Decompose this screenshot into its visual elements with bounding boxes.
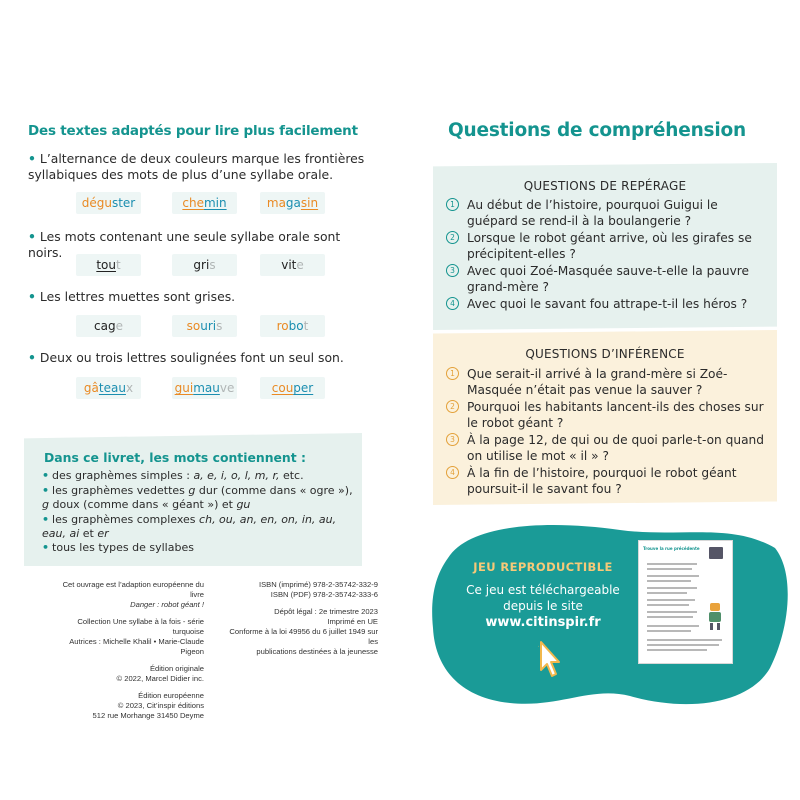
syllable: che xyxy=(182,196,204,210)
syllable: bo xyxy=(288,319,304,333)
credit-line: © 2022, Marcel Didier inc. xyxy=(116,674,204,683)
question-number-icon: 2 xyxy=(446,231,459,244)
info-box-title: Dans ce livret, les mots contiennent : xyxy=(44,450,306,465)
credit-line: Imprimé en UE xyxy=(327,617,378,626)
question-number-icon: 3 xyxy=(446,264,459,277)
credit-line: Autrices : Michelle Khalil • Marie-Claude Pigeon xyxy=(69,637,204,656)
promo-line1: Ce jeu est téléchargeable xyxy=(466,583,620,597)
example-words-row xyxy=(76,377,336,399)
bullet-icon: • xyxy=(42,541,50,554)
credit-line: 512 rue Morhange 31450 Deyme xyxy=(92,711,204,720)
syllable: gri xyxy=(193,258,210,272)
credit-line: ISBN (PDF) 978-2-35742-333-6 xyxy=(270,590,378,599)
reproducible-sheet-thumbnail xyxy=(638,540,733,664)
syllable: vit xyxy=(281,258,297,272)
syllable: ma xyxy=(266,196,286,210)
rule-text: Les mots contenant une seule syllabe orale sont noirs. xyxy=(28,229,341,260)
bullet-icon: • xyxy=(42,484,50,497)
inference-title: QUESTIONS D’INFÉRENCE xyxy=(525,347,685,361)
bullet-icon: • xyxy=(42,513,50,526)
syllable: s xyxy=(216,319,223,333)
credits-left xyxy=(62,580,204,721)
syllable: e xyxy=(115,319,123,333)
question-number-icon: 1 xyxy=(446,198,459,211)
syllable: ve xyxy=(219,381,235,395)
info-item xyxy=(42,541,357,555)
syllable: gui xyxy=(174,381,194,395)
credit-line: Édition originale xyxy=(149,664,204,673)
bullet-icon: • xyxy=(28,229,36,244)
syllable: min xyxy=(203,196,227,210)
syllable: cou xyxy=(271,381,294,395)
rule-text: Deux ou trois lettres soulignées font un seul son. xyxy=(39,350,344,365)
question-text: À la fin de l’histoire, pourquoi le robot géant poursuit-il le savant fou ? xyxy=(467,466,737,496)
question-text: Au début de l’histoire, pourquoi Guigui le guépard se rend-il à la boulangerie ? xyxy=(467,198,718,228)
info-text: tous les types de syllabes xyxy=(52,541,194,554)
example-word xyxy=(260,377,325,399)
syllable: ro xyxy=(276,319,289,333)
question-text: Avec quoi Zoé-Masquée sauve-t-elle la pauvre grand-mère ? xyxy=(467,264,750,294)
info-text: des graphèmes simples : xyxy=(52,469,194,482)
example-word xyxy=(76,254,141,276)
syllable: per xyxy=(293,381,314,395)
syllable: mau xyxy=(193,381,220,395)
info-text: doux (comme dans « géant ») et xyxy=(48,498,237,511)
syllable: gâ xyxy=(83,381,99,395)
example-word xyxy=(172,254,237,276)
example-words-row xyxy=(76,315,336,337)
info-text: etc. xyxy=(279,469,304,482)
mini-sheet-image xyxy=(709,547,723,559)
credit-line: © 2023, Cit’inspir éditions xyxy=(117,701,204,710)
rule-4 xyxy=(28,350,368,366)
info-text: dur (comme dans « ogre »), xyxy=(195,484,353,497)
bullet-icon: • xyxy=(28,151,36,166)
question-text: Pourquoi les habitants lancent-ils des choses sur le robot géant ? xyxy=(467,400,764,430)
syllable: tou xyxy=(96,258,116,272)
left-section-title: Des textes adaptés pour lire plus facilement xyxy=(28,123,358,139)
question-text: Lorsque le robot géant arrive, où les girafes se précipitent-elles ? xyxy=(467,231,752,261)
info-text: et xyxy=(79,527,98,540)
info-text: g xyxy=(42,498,49,511)
syllable: sin xyxy=(300,196,319,210)
credit-line: Conforme à la loi 49956 du 6 juillet 1949 sur les xyxy=(229,627,378,646)
info-text: gu xyxy=(236,498,251,511)
info-item xyxy=(42,469,357,483)
credit-line: Danger : robot géant ! xyxy=(130,600,204,609)
question-text: Avec quoi le savant fou attrape-t-il les héros ? xyxy=(467,297,748,311)
rule-1 xyxy=(28,151,368,183)
syllable: ster xyxy=(111,196,136,210)
example-word xyxy=(172,377,237,399)
example-words-row xyxy=(76,192,336,214)
credit-line: Collection Une syllabe à la fois - série turquoise xyxy=(77,617,204,636)
example-word xyxy=(260,192,325,214)
info-item xyxy=(42,513,357,541)
example-word xyxy=(76,192,141,214)
example-word xyxy=(172,315,237,337)
syllable: so xyxy=(186,319,201,333)
pointer-cursor-icon xyxy=(538,640,564,684)
example-word xyxy=(260,254,325,276)
credit-line: Cet ouvrage est l’adaption européenne du livre xyxy=(62,580,204,599)
rule-text: Les lettres muettes sont grises. xyxy=(39,289,236,304)
question-number-icon: 4 xyxy=(446,466,459,479)
syllable: uri xyxy=(200,319,217,333)
question-number-icon: 3 xyxy=(446,433,459,446)
example-word xyxy=(172,192,237,214)
reperage-title: QUESTIONS DE REPÉRAGE xyxy=(523,179,687,193)
syllable: teau xyxy=(98,381,126,395)
syllable: s xyxy=(209,258,216,272)
right-section-title: Questions de compréhension xyxy=(448,120,746,141)
credit-line: Édition européenne xyxy=(138,691,204,700)
syllable: dégu xyxy=(81,196,112,210)
example-word xyxy=(76,377,141,399)
example-word xyxy=(76,315,141,337)
info-text: er xyxy=(97,527,109,540)
info-text: les graphèmes vedettes xyxy=(52,484,189,497)
syllable: t xyxy=(303,319,309,333)
info-text: g xyxy=(188,484,196,497)
credit-line: publications destinées à la jeunesse xyxy=(256,647,378,656)
bullet-icon: • xyxy=(42,469,50,482)
credit-line: Dépôt légal : 2e trimestre 2023 xyxy=(274,607,378,616)
robot-figure-icon xyxy=(705,601,725,631)
mini-sheet-title: Trouve la rue précédente xyxy=(643,546,700,551)
info-item xyxy=(42,484,357,512)
rule-3 xyxy=(28,289,368,305)
question-text: À la page 12, de qui ou de quoi parle-t-on quand on utilise le mot « il » ? xyxy=(467,433,765,463)
syllable: e xyxy=(296,258,304,272)
example-word xyxy=(260,315,325,337)
info-text: les graphèmes complexes xyxy=(52,513,200,526)
info-text: ch, ou, an, en, on, in, au, eau, ai xyxy=(42,513,337,540)
bullet-icon: • xyxy=(28,289,36,304)
question-number-icon: 1 xyxy=(446,367,459,380)
question-text: Que serait-il arrivé à la grand-mère si Zoé-Masquée n’était pas venue la sauver ? xyxy=(467,367,728,397)
credits-right xyxy=(228,580,378,657)
credit-line: ISBN (imprimé) 978-2-35742-332-9 xyxy=(258,580,378,589)
info-text: a, e, i, o, l, m, r, xyxy=(193,469,280,482)
example-words-row xyxy=(76,254,336,276)
syllable: ga xyxy=(285,196,301,210)
bullet-icon: • xyxy=(28,350,36,365)
promo-url-link[interactable]: www.citinspir.fr xyxy=(485,615,601,630)
question-number-icon: 4 xyxy=(446,297,459,310)
question-number-icon: 2 xyxy=(446,400,459,413)
rule-text: L’alternance de deux couleurs marque les frontières syllabiques des mots de plus d’une syllabe orale. xyxy=(28,151,365,182)
syllable: x xyxy=(125,381,134,395)
syllable: t xyxy=(115,258,121,272)
promo-line2: depuis le site xyxy=(503,599,583,613)
syllable: cag xyxy=(94,319,116,333)
promo-title: JEU REPRODUCTIBLE xyxy=(473,560,613,574)
